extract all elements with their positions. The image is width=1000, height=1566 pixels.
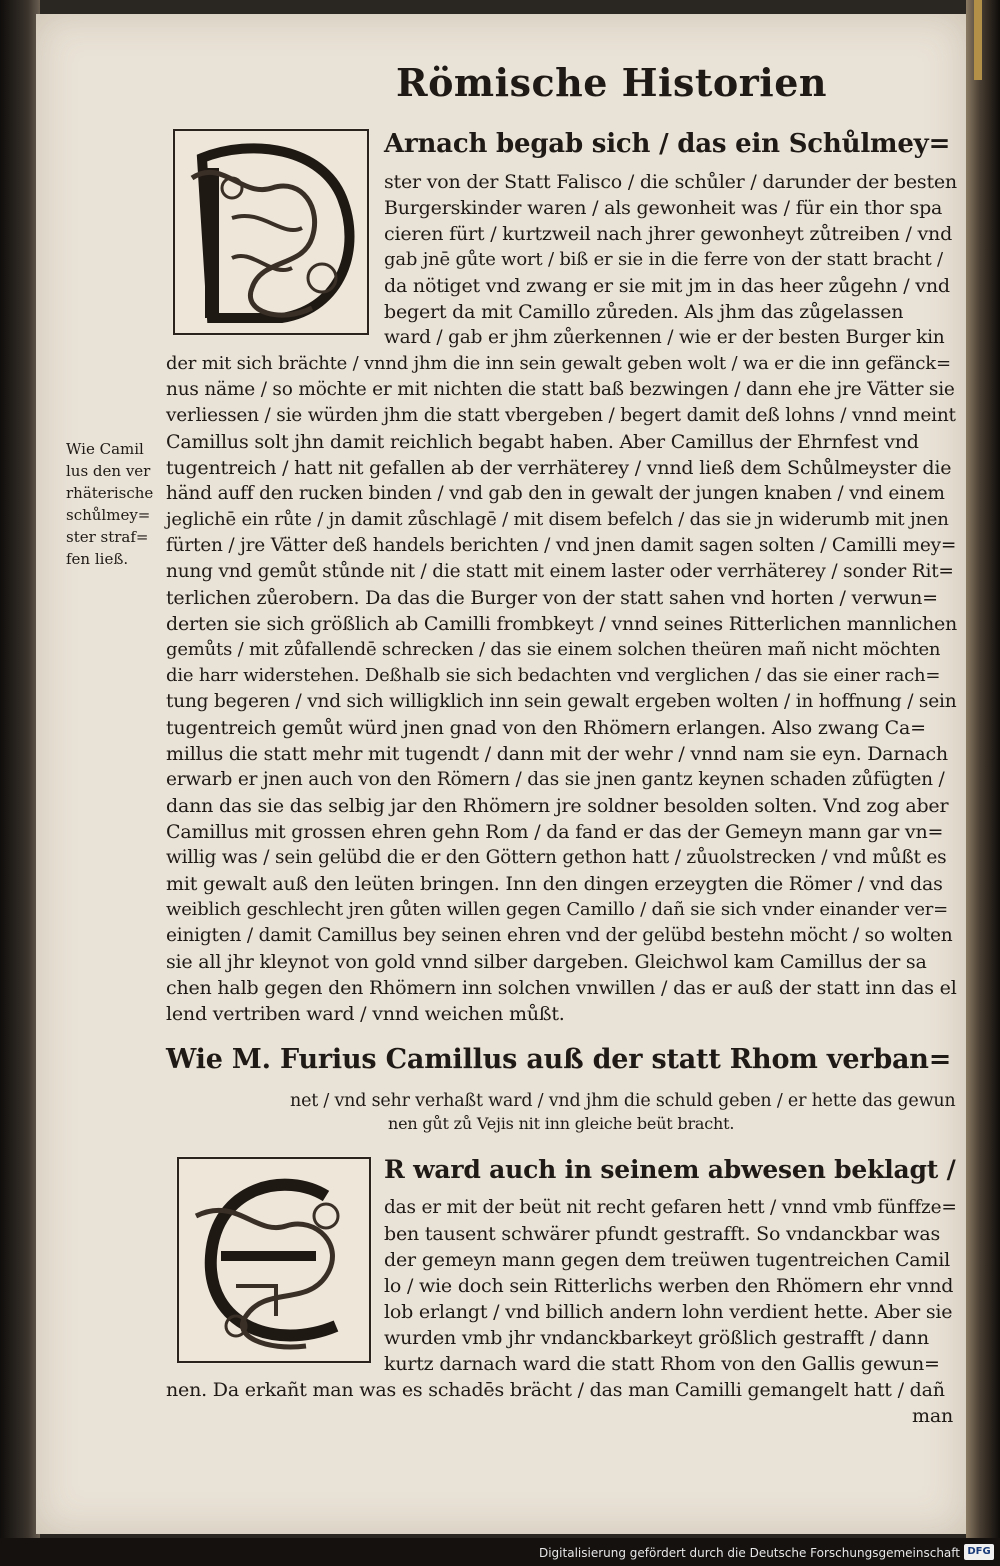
ornament-initial-d-icon	[172, 128, 370, 336]
section1-line: dann das sie das selbig jar den Rhömern jre soldner besolden solten. Vnd zog aber	[166, 795, 949, 817]
section1-line: nung vnd gemůt stůnde nit / die statt mit einem laster oder verrhäterey / sonder Rit=	[166, 561, 954, 582]
book-binding-left	[0, 0, 40, 1566]
section1-line: händ auff den rucken binden / vnd gab den in gewalt der jungen knaben / vnd einem	[166, 483, 945, 504]
section1-line: Camillus mit grossen ehren gehn Rom / da fand er das der Gemeyn mann gar vn=	[166, 821, 944, 843]
section1-line: einigten / damit Camillus bey seinen ehren vnd der gelübd bestehn möcht / so wolten	[166, 925, 953, 946]
marginal-note-line: Wie Camil	[66, 440, 144, 458]
section1-line: da nötiget vnd zwang er sie mit jm in das heer zůgehn / vnd	[384, 275, 950, 297]
chapter-heading-line2: net / vnd sehr verhaßt ward / vnd jhm die schuld geben / er hette das gewun	[290, 1091, 956, 1111]
section1-line: verliessen / sie würden jhm die statt vbergeben / begert damit deß lohns / vnnd meint	[166, 405, 956, 426]
section1-line: tung begeren / vnd sich willigklich inn sein gewalt ergeben wolten / in hoffnung / sein	[166, 691, 957, 712]
section1-line: lend vertriben ward / vnnd weichen můßt.	[166, 1003, 565, 1025]
running-title: Römische Historien	[396, 60, 828, 105]
section2-line: der gemeyn mann gegen dem treüwen tugentreichen Camil	[384, 1249, 950, 1271]
section1-line: derten sie sich größlich ab Camilli frombkeyt / vnnd seines Ritterlichen mannlichen	[166, 613, 958, 635]
dfg-logo-icon: DFG	[964, 1544, 994, 1560]
section1-line: tugentreich / hatt nit gefallen ab der verrhäterey / vnnd ließ dem Schůlmeyster die	[166, 457, 952, 479]
section2-line: lob erlangt / vnd billich andern lohn verdient hette. Aber sie	[384, 1301, 953, 1323]
decorated-initial-d	[172, 128, 370, 336]
catchword: man	[912, 1405, 953, 1427]
section1-line: cieren fürt / kurtzweil nach jhrer gewonheyt zůtreiben / vnd	[384, 223, 953, 245]
section1-line: die harr widerstehen. Deßhalb sie sich bedachten vnd verglichen / das sie einer rach=	[166, 665, 941, 686]
chapter-heading-line3: nen gůt zů Vejis nit inn gleiche beüt bracht.	[388, 1114, 735, 1133]
section1-line: weiblich geschlecht jren gůten willen gegen Camillo / dañ sie sich vnder einander ver=	[166, 899, 949, 920]
section1-line: ster von der Statt Falisco / die schůler / darunder der besten	[384, 171, 957, 193]
section1-line: millus die statt mehr mit tugendt / dann mit der wehr / vnnd nam sie eyn. Darnach	[166, 743, 948, 765]
section1-line: gab jnē gůte wort / biß er sie in die ferre von der statt bracht /	[384, 249, 943, 270]
section1-line: tugentreich gemůt würd jnen gnad von den Rhömern erlangen. Also zwang Ca=	[166, 717, 926, 739]
section1-line: Burgerskinder waren / als gewonheit was / für ein thor spa	[384, 197, 943, 219]
section1-line: mit gewalt auß den leüten bringen. Inn den dingen erzeygten die Römer / vnd das	[166, 873, 943, 895]
ornament-initial-e-icon	[176, 1156, 372, 1364]
marginal-note-line: rhäterische	[66, 484, 154, 502]
section2-line: das er mit der beüt nit recht gefaren hett / vnnd vmb fünffze=	[384, 1197, 957, 1218]
section1-line: willig was / sein gelübd die er den Göttern gethon hatt / zůuolstrecken / vnd můßt es	[166, 847, 947, 868]
section1-line: nus näme / so möchte er mit nichten die statt baß bezwingen / dann ehe jre Vätter sie	[166, 379, 955, 400]
section1-line: ward / gab er jhm zůerkennen / wie er der besten Burger kin	[384, 327, 945, 348]
section2-line: kurtz darnach ward die statt Rhom von den Gallis gewun=	[384, 1353, 940, 1375]
section1-lead-line: Arnach begab sich / das ein Schůlmey=	[384, 129, 951, 159]
book-edge-right	[966, 0, 1000, 1566]
marginal-note	[66, 438, 161, 570]
marginal-note-line: schůlmey=	[66, 506, 151, 524]
marginal-note-line: ster straf=	[66, 528, 149, 546]
section2-lead-line: R ward auch in seinem abwesen beklagt /	[384, 1155, 956, 1184]
section1-line: der mit sich brächte / vnnd jhm die inn sein gewalt geben wolt / wa er die inn gefänck=	[166, 353, 951, 374]
section1-line: sie all jhr kleynot von gold vnnd silber dargeben. Gleichwol kam Camillus der sa	[166, 951, 927, 973]
section2-line: wurden vmb jhr vndanckbarkeyt größlich gestrafft / dann	[384, 1327, 929, 1349]
section1-line: jeglichē ein růte / jn damit zůschlagē / mit disem befelch / das sie jn widerumb mit jnen	[166, 509, 949, 530]
section2-line: lo / wie doch sein Ritterlichs werben den Rhömern ehr vnnd	[384, 1275, 954, 1297]
section1-line: terlichen zůerobern. Da das die Burger von der statt sahen vnd horten / verwun=	[166, 587, 938, 609]
decorated-initial-e	[176, 1156, 372, 1364]
chapter-heading: Wie M. Furius Camillus auß der statt Rhom verban=	[166, 1044, 952, 1075]
section1-line: fürten / jre Vätter deß handels berichten / vnd jnen damit sagen solten / Camilli mey=	[166, 535, 957, 556]
section1-line: begert da mit Camillo zůreden. Als jhm das zůgelassen	[384, 301, 904, 323]
section1-line: chen halb gegen den Rhömern inn solchen vnwillen / das er auß der statt inn das el	[166, 977, 957, 999]
marginal-note-line: fen ließ.	[66, 550, 129, 568]
section2-line: ben tausent schwärer pfundt gestrafft. So vndanckbar was	[384, 1223, 941, 1245]
section2-line: nen. Da erkañt man was es schadēs brächt / das man Camilli gemangelt hatt / dañ	[166, 1379, 945, 1401]
section1-line: gemůts / mit zůfallendē schrecken / das sie einem solchen theüren mañ nicht möchten	[166, 639, 941, 660]
marginal-note-line: lus den ver	[66, 462, 151, 480]
section1-line: Camillus solt jhn damit reichlich begabt haben. Aber Camillus der Ehrnfest vnd	[166, 431, 919, 453]
section1-line: erwarb er jnen auch von den Römern / das sie jnen gantz keynen schaden zůfügten /	[166, 769, 945, 790]
footer-credit: Digitalisierung gefördert durch die Deutsche Forschungsgemeinschaft	[538, 1546, 960, 1560]
